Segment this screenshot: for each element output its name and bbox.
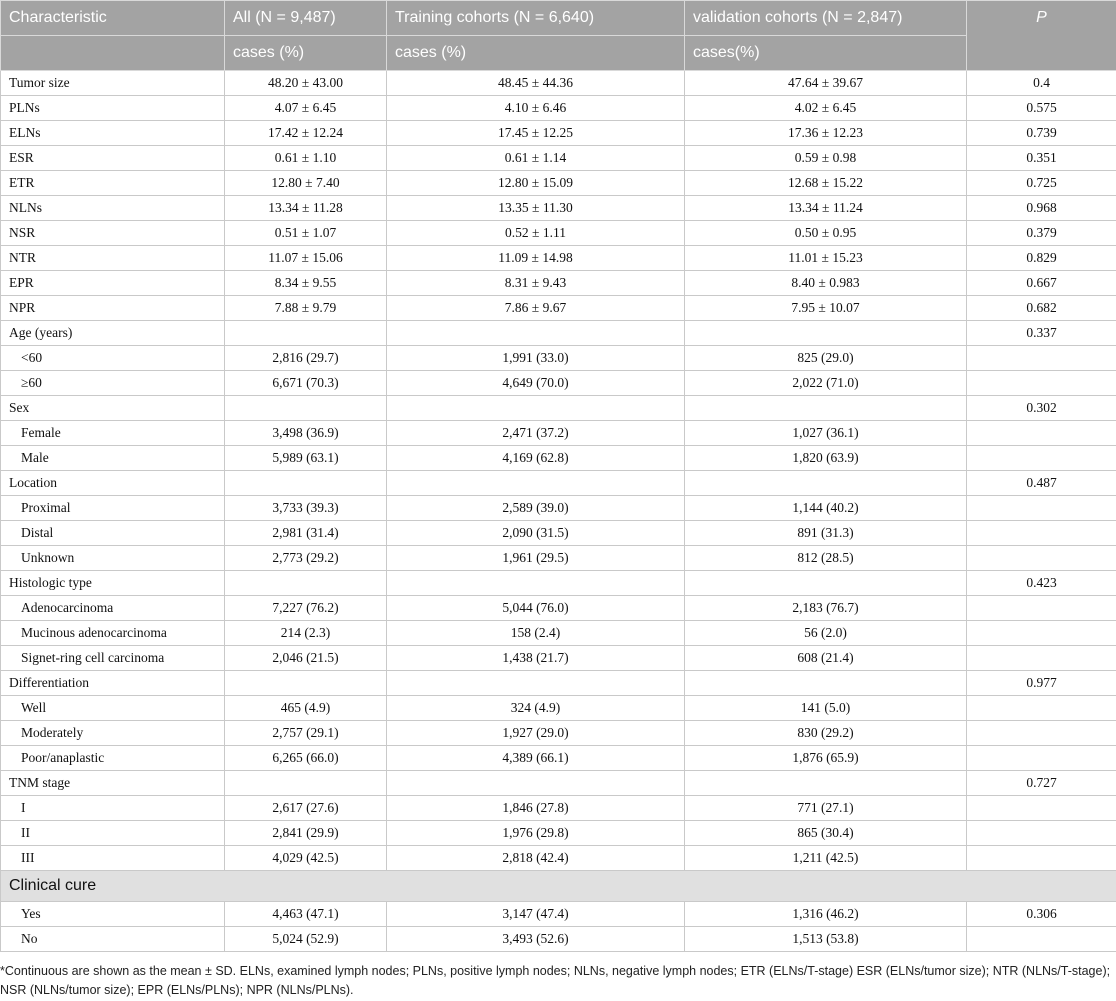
row-label: Distal: [1, 521, 225, 546]
cell-validation: 8.40 ± 0.983: [685, 271, 967, 296]
table-row: [1, 696, 1116, 721]
cell-validation: 13.34 ± 11.24: [685, 196, 967, 221]
cell-all: 5,024 (52.9): [225, 927, 387, 952]
cell-validation: [685, 471, 967, 496]
header-training: Training cohorts (N = 6,640): [387, 1, 685, 36]
cell-training: 4,649 (70.0): [387, 371, 685, 396]
table-row: [1, 821, 1116, 846]
row-label: Histologic type: [1, 571, 225, 596]
row-label: Age (years): [1, 321, 225, 346]
table-row: [1, 621, 1116, 646]
cell-all: [225, 771, 387, 796]
cell-p-value: 0.739: [967, 121, 1116, 146]
cell-p-value: [967, 927, 1116, 952]
table-row: [1, 171, 1116, 196]
cell-training: 3,493 (52.6): [387, 927, 685, 952]
cell-validation: 4.02 ± 6.45: [685, 96, 967, 121]
cell-validation: 1,876 (65.9): [685, 746, 967, 771]
cell-p-value: [967, 596, 1116, 621]
cell-training: 4.10 ± 6.46: [387, 96, 685, 121]
table-header: [1, 1, 1116, 71]
cell-training: [387, 321, 685, 346]
cell-p-value: 0.575: [967, 96, 1116, 121]
row-label: III: [1, 846, 225, 871]
table-row: [1, 746, 1116, 771]
cell-training: 1,976 (29.8): [387, 821, 685, 846]
cell-p-value: [967, 546, 1116, 571]
cell-validation: 865 (30.4): [685, 821, 967, 846]
table-row: [1, 927, 1116, 952]
cell-p-value: 0.337: [967, 321, 1116, 346]
cell-all: 7.88 ± 9.79: [225, 296, 387, 321]
cell-all: 48.20 ± 43.00: [225, 71, 387, 96]
cell-all: 2,617 (27.6): [225, 796, 387, 821]
table-row: [1, 371, 1116, 396]
cell-all: 2,841 (29.9): [225, 821, 387, 846]
row-label: Well: [1, 696, 225, 721]
cell-p-value: [967, 846, 1116, 871]
cell-p-value: 0.682: [967, 296, 1116, 321]
cell-validation: 830 (29.2): [685, 721, 967, 746]
cell-validation: 812 (28.5): [685, 546, 967, 571]
cell-all: 214 (2.3): [225, 621, 387, 646]
cell-training: [387, 571, 685, 596]
table-row: [1, 346, 1116, 371]
cell-all: [225, 671, 387, 696]
cell-p-value: 0.487: [967, 471, 1116, 496]
cell-training: 13.35 ± 11.30: [387, 196, 685, 221]
row-label: NLNs: [1, 196, 225, 221]
cell-training: 158 (2.4): [387, 621, 685, 646]
row-label: Proximal: [1, 496, 225, 521]
cell-training: [387, 771, 685, 796]
cell-training: 324 (4.9): [387, 696, 685, 721]
cell-p-value: [967, 346, 1116, 371]
cell-validation: 47.64 ± 39.67: [685, 71, 967, 96]
row-label: Female: [1, 421, 225, 446]
row-label: Location: [1, 471, 225, 496]
table-row: [1, 146, 1116, 171]
row-label: Signet-ring cell carcinoma: [1, 646, 225, 671]
table-row: [1, 546, 1116, 571]
table-row: [1, 396, 1116, 421]
table-row: [1, 571, 1116, 596]
cell-training: 1,846 (27.8): [387, 796, 685, 821]
cell-validation: 1,513 (53.8): [685, 927, 967, 952]
cell-validation: 56 (2.0): [685, 621, 967, 646]
cell-validation: [685, 671, 967, 696]
row-label: Tumor size: [1, 71, 225, 96]
cell-validation: 608 (21.4): [685, 646, 967, 671]
table-row: [1, 521, 1116, 546]
cell-all: 465 (4.9): [225, 696, 387, 721]
cell-training: 2,090 (31.5): [387, 521, 685, 546]
cell-validation: 12.68 ± 15.22: [685, 171, 967, 196]
row-label: II: [1, 821, 225, 846]
cell-training: 5,044 (76.0): [387, 596, 685, 621]
table-row: [1, 771, 1116, 796]
cell-p-value: 0.829: [967, 246, 1116, 271]
table-row: [1, 446, 1116, 471]
cell-p-value: [967, 496, 1116, 521]
table-row: [1, 196, 1116, 221]
cell-all: 2,816 (29.7): [225, 346, 387, 371]
cell-all: 8.34 ± 9.55: [225, 271, 387, 296]
cell-training: 17.45 ± 12.25: [387, 121, 685, 146]
cell-p-value: 0.968: [967, 196, 1116, 221]
row-label: Unknown: [1, 546, 225, 571]
table-row: [1, 846, 1116, 871]
table-row: [1, 471, 1116, 496]
cell-p-value: [967, 821, 1116, 846]
cell-validation: 771 (27.1): [685, 796, 967, 821]
cell-all: 2,981 (31.4): [225, 521, 387, 546]
header-p-value: P: [967, 1, 1116, 71]
row-label: Yes: [1, 902, 225, 927]
header-blank: [1, 36, 225, 71]
cell-all: 2,773 (29.2): [225, 546, 387, 571]
cell-validation: [685, 321, 967, 346]
cell-all: 12.80 ± 7.40: [225, 171, 387, 196]
cell-all: [225, 471, 387, 496]
cell-p-value: [967, 721, 1116, 746]
cell-training: 1,438 (21.7): [387, 646, 685, 671]
table-row: [1, 796, 1116, 821]
section-row: [1, 871, 1116, 902]
cell-training: 8.31 ± 9.43: [387, 271, 685, 296]
cell-training: 4,169 (62.8): [387, 446, 685, 471]
cell-training: 4,389 (66.1): [387, 746, 685, 771]
cell-all: [225, 396, 387, 421]
subheader-training: cases (%): [387, 36, 685, 71]
cell-validation: 1,027 (36.1): [685, 421, 967, 446]
cell-training: 3,147 (47.4): [387, 902, 685, 927]
table-row: [1, 496, 1116, 521]
cell-validation: 825 (29.0): [685, 346, 967, 371]
cell-all: 4,463 (47.1): [225, 902, 387, 927]
cell-training: 2,818 (42.4): [387, 846, 685, 871]
row-label: ESR: [1, 146, 225, 171]
cell-p-value: 0.302: [967, 396, 1116, 421]
subheader-validation: cases(%): [685, 36, 967, 71]
cell-training: 0.52 ± 1.11: [387, 221, 685, 246]
cell-p-value: 0.423: [967, 571, 1116, 596]
cell-validation: 891 (31.3): [685, 521, 967, 546]
cell-all: 7,227 (76.2): [225, 596, 387, 621]
cell-all: 3,733 (39.3): [225, 496, 387, 521]
cell-all: 0.51 ± 1.07: [225, 221, 387, 246]
cell-validation: 2,183 (76.7): [685, 596, 967, 621]
cell-p-value: 0.977: [967, 671, 1116, 696]
cell-p-value: 0.379: [967, 221, 1116, 246]
cell-p-value: [967, 421, 1116, 446]
table-row: [1, 121, 1116, 146]
cell-validation: 0.50 ± 0.95: [685, 221, 967, 246]
table-row: [1, 271, 1116, 296]
row-label: ≥60: [1, 371, 225, 396]
row-label: Sex: [1, 396, 225, 421]
cell-validation: 7.95 ± 10.07: [685, 296, 967, 321]
row-label: NSR: [1, 221, 225, 246]
table-row: [1, 646, 1116, 671]
cell-all: 3,498 (36.9): [225, 421, 387, 446]
table-row: [1, 902, 1116, 927]
cell-all: [225, 321, 387, 346]
table-row: [1, 321, 1116, 346]
cell-p-value: [967, 796, 1116, 821]
table-footnote: *Continuous are shown as the mean ± SD. ELNs, examined lymph nodes; PLNs, positive lymph nodes; NLNs, negative lymph nodes; ETR (ELNs/T-stage) ESR (ELNs/tumor size); NTR (NLNs/T-stage); NSR (NLNs/tumor size); EPR (ELNs/PLNs); NPR (NLNs/PLNs).: [0, 964, 1111, 997]
cell-training: 2,589 (39.0): [387, 496, 685, 521]
cell-training: 12.80 ± 15.09: [387, 171, 685, 196]
row-label: No: [1, 927, 225, 952]
cell-validation: [685, 396, 967, 421]
cell-training: 1,927 (29.0): [387, 721, 685, 746]
header-characteristic: Characteristic: [1, 1, 225, 36]
table-row: [1, 96, 1116, 121]
cell-p-value: [967, 746, 1116, 771]
cell-training: 2,471 (37.2): [387, 421, 685, 446]
cell-p-value: [967, 646, 1116, 671]
cell-training: 1,961 (29.5): [387, 546, 685, 571]
cell-all: 2,046 (21.5): [225, 646, 387, 671]
cell-training: 11.09 ± 14.98: [387, 246, 685, 271]
table-row: [1, 296, 1116, 321]
section-title: Clinical cure: [1, 871, 1116, 902]
cell-validation: 11.01 ± 15.23: [685, 246, 967, 271]
row-label: ETR: [1, 171, 225, 196]
row-label: Male: [1, 446, 225, 471]
cell-validation: [685, 771, 967, 796]
row-label: Poor/anaplastic: [1, 746, 225, 771]
row-label: NTR: [1, 246, 225, 271]
table-row: [1, 671, 1116, 696]
row-label: NPR: [1, 296, 225, 321]
table-body: [1, 71, 1116, 952]
cell-all: 17.42 ± 12.24: [225, 121, 387, 146]
cell-validation: 1,316 (46.2): [685, 902, 967, 927]
cell-validation: 141 (5.0): [685, 696, 967, 721]
table-row: [1, 421, 1116, 446]
table-row: [1, 221, 1116, 246]
subheader-all: cases (%): [225, 36, 387, 71]
row-label: Moderately: [1, 721, 225, 746]
cell-training: [387, 671, 685, 696]
cell-p-value: 0.667: [967, 271, 1116, 296]
cell-all: 5,989 (63.1): [225, 446, 387, 471]
row-label: TNM stage: [1, 771, 225, 796]
cell-p-value: [967, 446, 1116, 471]
table-row: [1, 71, 1116, 96]
cell-p-value: 0.351: [967, 146, 1116, 171]
cell-training: 7.86 ± 9.67: [387, 296, 685, 321]
cell-validation: 1,211 (42.5): [685, 846, 967, 871]
cell-p-value: 0.725: [967, 171, 1116, 196]
cell-p-value: [967, 521, 1116, 546]
cell-p-value: 0.727: [967, 771, 1116, 796]
cell-validation: [685, 571, 967, 596]
table-row: [1, 246, 1116, 271]
row-label: EPR: [1, 271, 225, 296]
cell-all: 6,265 (66.0): [225, 746, 387, 771]
row-label: PLNs: [1, 96, 225, 121]
table-row: [1, 596, 1116, 621]
cell-training: 48.45 ± 44.36: [387, 71, 685, 96]
cell-validation: 1,820 (63.9): [685, 446, 967, 471]
row-label: Adenocarcinoma: [1, 596, 225, 621]
cell-all: 13.34 ± 11.28: [225, 196, 387, 221]
cell-all: 4.07 ± 6.45: [225, 96, 387, 121]
row-label: <60: [1, 346, 225, 371]
cell-training: [387, 396, 685, 421]
cell-training: 1,991 (33.0): [387, 346, 685, 371]
header-validation: validation cohorts (N = 2,847): [685, 1, 967, 36]
cell-all: 6,671 (70.3): [225, 371, 387, 396]
cell-all: 2,757 (29.1): [225, 721, 387, 746]
cell-p-value: 0.4: [967, 71, 1116, 96]
cell-all: 4,029 (42.5): [225, 846, 387, 871]
row-label: I: [1, 796, 225, 821]
cell-p-value: [967, 371, 1116, 396]
cell-validation: 17.36 ± 12.23: [685, 121, 967, 146]
cell-all: 0.61 ± 1.10: [225, 146, 387, 171]
table-row: [1, 721, 1116, 746]
row-label: ELNs: [1, 121, 225, 146]
cell-p-value: [967, 621, 1116, 646]
cell-all: 11.07 ± 15.06: [225, 246, 387, 271]
row-label: Differentiation: [1, 671, 225, 696]
cell-validation: 1,144 (40.2): [685, 496, 967, 521]
row-label: Mucinous adenocarcinoma: [1, 621, 225, 646]
cell-training: [387, 471, 685, 496]
cell-validation: 0.59 ± 0.98: [685, 146, 967, 171]
cell-validation: 2,022 (71.0): [685, 371, 967, 396]
header-all: All (N = 9,487): [225, 1, 387, 36]
cell-training: 0.61 ± 1.14: [387, 146, 685, 171]
cell-p-value: 0.306: [967, 902, 1116, 927]
cell-all: [225, 571, 387, 596]
cell-p-value: [967, 696, 1116, 721]
